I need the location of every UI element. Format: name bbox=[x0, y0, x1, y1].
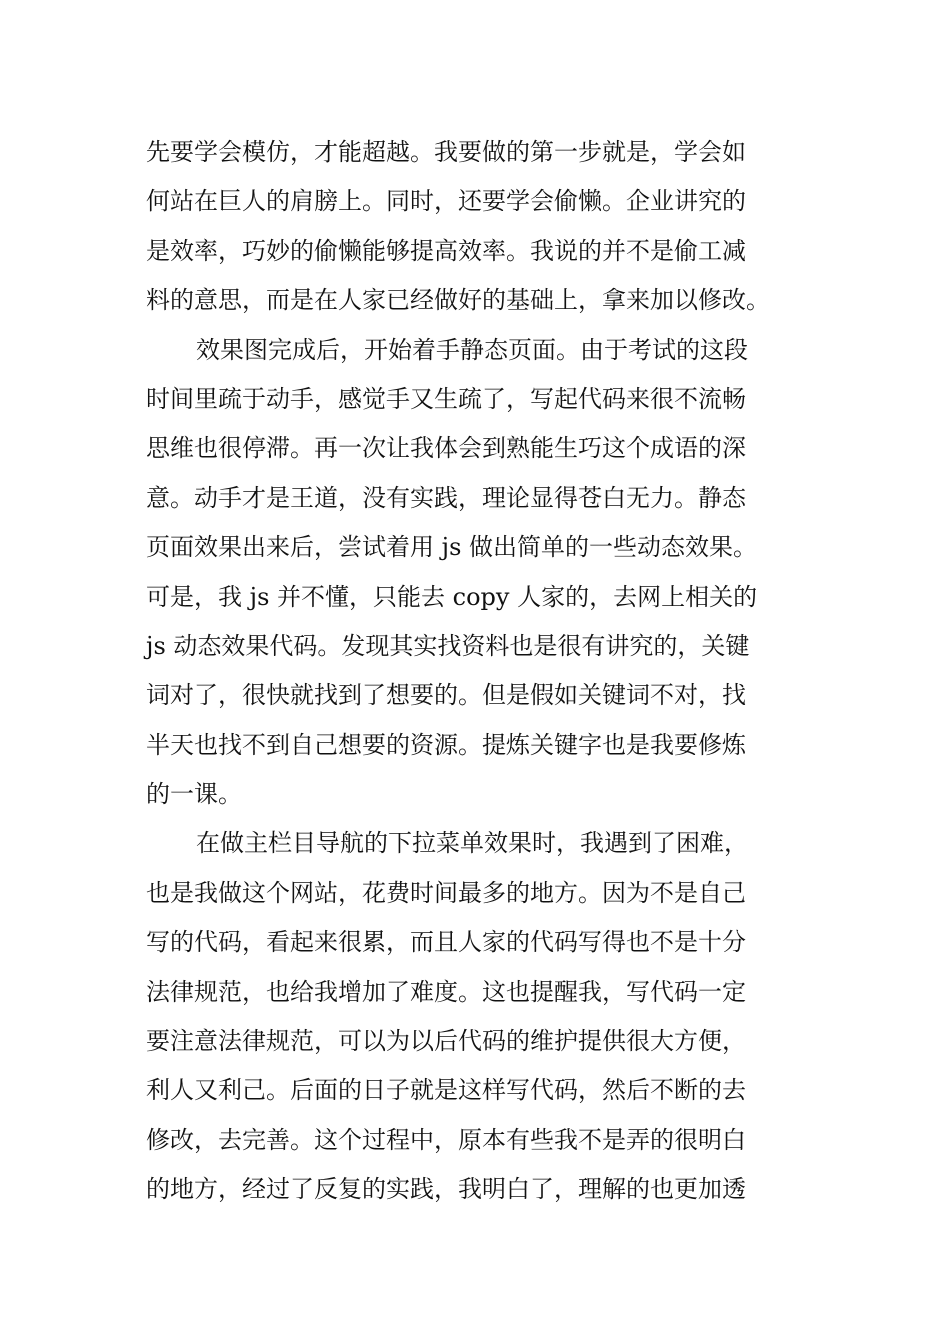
text-line: 页面效果出来后，尝试着用 js 做出简单的一些动态效果。 bbox=[146, 533, 758, 562]
text-line: 法律规范，也给我增加了难度。这也提醒我，写代码一定 bbox=[146, 977, 746, 1006]
text-line: 可是，我 js 并不懂，只能去 copy 人家的，去网上相关的 bbox=[146, 582, 758, 611]
text-line: 利人又利己。后面的日子就是这样写代码，然后不断的去 bbox=[146, 1076, 746, 1105]
text-line: 的地方，经过了反复的实践，我明白了，理解的也更加透 bbox=[146, 1175, 746, 1204]
body-text bbox=[146, 128, 810, 1215]
text-line: 是效率，巧妙的偷懒能够提高效率。我说的并不是偷工减 bbox=[146, 236, 746, 265]
text-line: 写的代码，看起来很累，而且人家的代码写得也不是十分 bbox=[146, 928, 746, 957]
text-line: 在做主栏目导航的下拉菜单效果时，我遇到了困难， bbox=[196, 829, 748, 858]
text-line: 半天也找不到自己想要的资源。提炼关键字也是我要修炼 bbox=[146, 730, 746, 759]
text-line: 效果图完成后，开始着手静态页面。由于考试的这段 bbox=[196, 335, 748, 364]
text-line: 时间里疏于动手，感觉手又生疏了，写起代码来很不流畅 bbox=[146, 384, 746, 413]
text-line: 料的意思，而是在人家已经做好的基础上，拿来加以修改。 bbox=[146, 286, 770, 315]
text-line: js 动态效果代码。发现其实找资料也是很有讲究的，关键 bbox=[146, 631, 750, 660]
text-line: 先要学会模仿，才能超越。我要做的第一步就是，学会如 bbox=[146, 138, 746, 166]
paragraph-1 bbox=[146, 128, 810, 326]
text-line: 也是我做这个网站，花费时间最多的地方。因为不是自己 bbox=[146, 878, 746, 907]
text-line: 要注意法律规范，可以为以后代码的维护提供很大方便， bbox=[146, 1027, 746, 1056]
text-line: 意。动手才是王道，没有实践，理论显得苍白无力。静态 bbox=[146, 483, 746, 512]
text-line: 词对了，很快就找到了想要的。但是假如关键词不对，找 bbox=[146, 681, 746, 710]
text-line: 修改，去完善。这个过程中，原本有些我不是弄的很明白 bbox=[146, 1125, 746, 1154]
paragraph-2 bbox=[146, 326, 810, 820]
text-line: 思维也很停滞。再一次让我体会到熟能生巧这个成语的深 bbox=[146, 434, 746, 463]
text-line: 何站在巨人的肩膀上。同时，还要学会偷懒。企业讲究的 bbox=[146, 187, 746, 216]
paragraph-3 bbox=[146, 819, 810, 1214]
text-line: 的一课。 bbox=[146, 780, 242, 809]
